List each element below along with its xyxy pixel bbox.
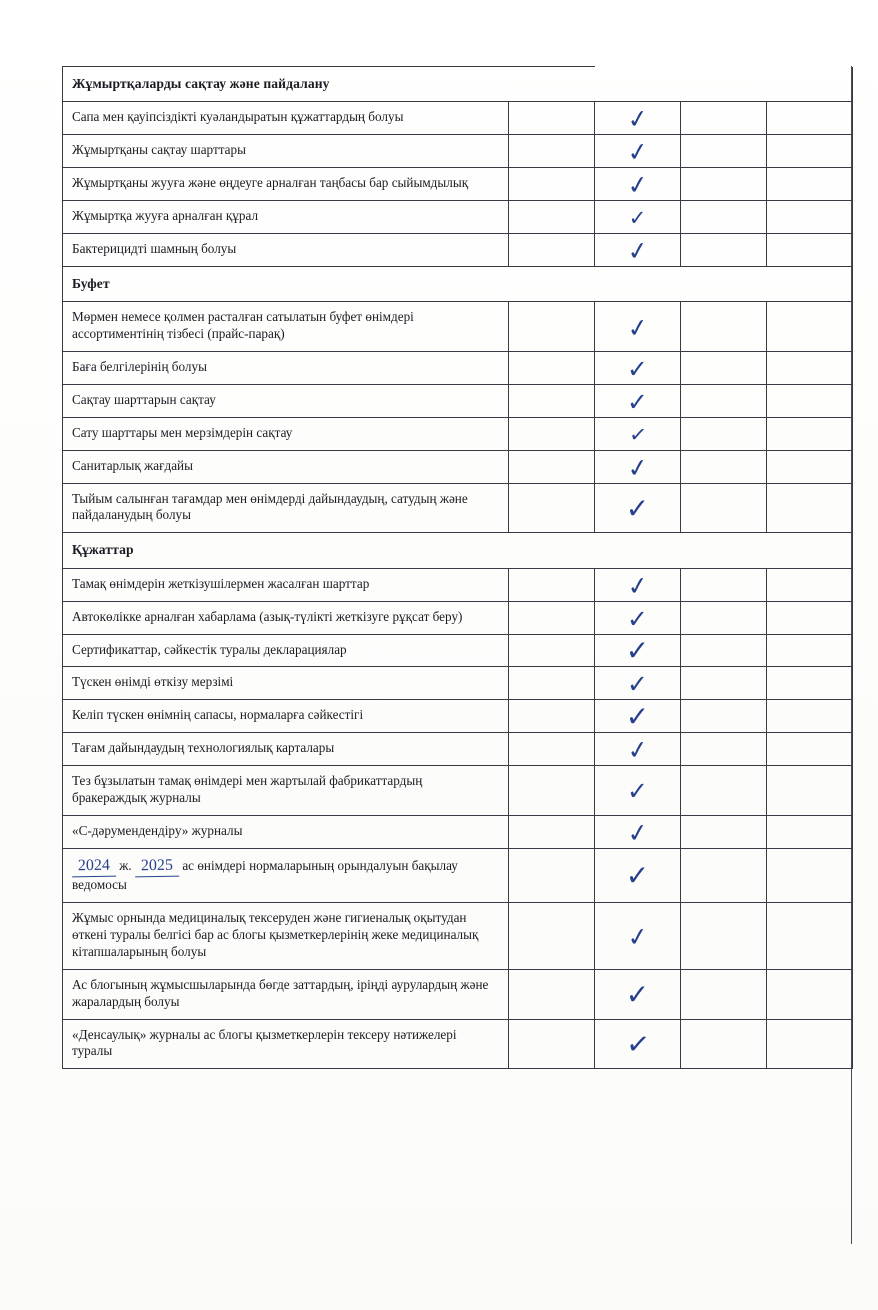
table-row: [63, 233, 853, 266]
mark-col-3[interactable]: [681, 384, 767, 417]
check-mark-icon: ✓: [625, 818, 650, 849]
row-label: Түскен өнімді өткізу мерзімі: [63, 667, 509, 700]
row-label: Автокөлікке арналған хабарлама (азық-түлікті жеткізуге рұқсат беру): [63, 601, 509, 634]
mark-col-3[interactable]: [681, 667, 767, 700]
table-row: [63, 733, 853, 766]
mark-col-4[interactable]: [767, 102, 853, 135]
table-row: [63, 302, 853, 352]
row-label: «Денсаулық» журналы ас блогы қызметкерлерін тексеру нәтижелері туралы: [63, 1019, 509, 1069]
section-heading-2: Буфет: [63, 266, 595, 301]
mark-col-2[interactable]: [595, 168, 681, 201]
check-mark-icon: ✓: [625, 571, 650, 602]
check-mark-icon: ✓: [625, 861, 650, 893]
row-label: Санитарлық жағдайы: [63, 450, 509, 483]
table-row: [63, 102, 853, 135]
mark-col-4[interactable]: [767, 733, 853, 766]
mark-col-2[interactable]: [595, 815, 681, 848]
check-mark-icon: ✓: [625, 702, 650, 734]
mark-col-1[interactable]: [509, 102, 595, 135]
mark-col-2[interactable]: [595, 568, 681, 601]
mark-col-2[interactable]: [595, 667, 681, 700]
row-label: Тамақ өнімдерін жеткізушілермен жасалған шарттар: [63, 568, 509, 601]
mark-col-2[interactable]: [595, 450, 681, 483]
mark-col-3[interactable]: [681, 417, 767, 450]
mark-col-2[interactable]: [595, 352, 681, 385]
table-row: [63, 766, 853, 816]
mark-col-3[interactable]: [681, 302, 767, 352]
mark-col-3[interactable]: [681, 815, 767, 848]
mark-col-3[interactable]: [681, 634, 767, 667]
section-heading-3-tail: [595, 533, 853, 568]
check-mark-icon: ✓: [624, 1028, 651, 1062]
handwritten-year-to[interactable]: 2025: [135, 855, 179, 877]
check-mark-icon: ✓: [627, 671, 648, 699]
mark-col-2[interactable]: [595, 601, 681, 634]
row-label-with-years: [63, 848, 509, 902]
mark-col-2[interactable]: [595, 233, 681, 266]
mark-col-1[interactable]: [509, 384, 595, 417]
mark-col-1[interactable]: [509, 352, 595, 385]
row-label: Ас блогының жұмысшыларында бөгде заттардың, іріңді аурулардың және жаралардың болуы: [63, 969, 509, 1019]
row-label: Жұмыртқаны сақтау шарттары: [63, 135, 509, 168]
mark-col-3[interactable]: [681, 352, 767, 385]
table-row: [63, 634, 853, 667]
mark-col-2[interactable]: [595, 634, 681, 667]
row-label: Бактерицидті шамның болуы: [63, 233, 509, 266]
mark-col-2[interactable]: [595, 1019, 681, 1069]
check-mark-icon: ✓: [628, 206, 647, 231]
mark-col-4[interactable]: [767, 766, 853, 816]
mark-col-4[interactable]: [767, 568, 853, 601]
table-row: [63, 450, 853, 483]
mark-col-3[interactable]: [681, 102, 767, 135]
year-separator: ж.: [119, 857, 132, 873]
mark-col-1[interactable]: [509, 903, 595, 970]
mark-col-4[interactable]: [767, 903, 853, 970]
mark-col-4[interactable]: [767, 384, 853, 417]
check-mark-icon: ✓: [627, 778, 648, 806]
check-mark-icon: ✓: [625, 923, 650, 953]
table-row: [63, 969, 853, 1019]
mark-col-4[interactable]: [767, 601, 853, 634]
check-mark-icon: ✓: [625, 736, 650, 766]
table-row: [63, 568, 853, 601]
row-label: Жұмыртқа жууға арналған құрал: [63, 201, 509, 234]
section-heading-1-tail: [595, 67, 853, 102]
check-mark-icon: ✓: [625, 636, 650, 668]
mark-col-3[interactable]: [681, 450, 767, 483]
table-row: [63, 815, 853, 848]
mark-col-1[interactable]: [509, 815, 595, 848]
mark-col-4[interactable]: [767, 233, 853, 266]
mark-col-1[interactable]: [509, 700, 595, 733]
row-label: Жұмыртқаны жууға және өңдеуге арналған таңбасы бар сыйымдылық: [63, 168, 509, 201]
mark-col-4[interactable]: [767, 667, 853, 700]
mark-col-3[interactable]: [681, 848, 767, 902]
mark-col-2[interactable]: [595, 700, 681, 733]
mark-col-2[interactable]: [595, 733, 681, 766]
mark-col-1[interactable]: [509, 417, 595, 450]
check-mark-icon: ✓: [625, 980, 650, 1012]
row-label: Келіп түскен өнімнің сапасы, нормаларға сәйкестігі: [63, 700, 509, 733]
table-row: [63, 168, 853, 201]
mark-col-2[interactable]: [595, 766, 681, 816]
checklist-sheet: [62, 66, 852, 1069]
check-mark-icon: ✓: [625, 453, 650, 484]
mark-col-2[interactable]: [595, 483, 681, 533]
mark-col-1[interactable]: [509, 302, 595, 352]
mark-col-4[interactable]: [767, 848, 853, 902]
mark-col-3[interactable]: [681, 969, 767, 1019]
mark-col-4[interactable]: [767, 700, 853, 733]
table-row: [63, 700, 853, 733]
row-label: Тез бұзылатын тамақ өнімдері мен жартылай фабрикаттардың бракераждық журналы: [63, 766, 509, 816]
mark-col-1[interactable]: [509, 766, 595, 816]
mark-col-4[interactable]: [767, 815, 853, 848]
mark-col-4[interactable]: [767, 302, 853, 352]
mark-col-1[interactable]: [509, 568, 595, 601]
row-label: Мөрмен немесе қолмен расталған сатылатын буфет өнімдері ассортиментінің тізбесі (прайс-парақ): [63, 302, 509, 352]
mark-col-3[interactable]: [681, 135, 767, 168]
mark-col-1[interactable]: [509, 201, 595, 234]
mark-col-2[interactable]: [595, 201, 681, 234]
table-row: [63, 903, 853, 970]
handwritten-year-from[interactable]: 2024: [72, 855, 116, 877]
check-mark-icon: ✓: [627, 389, 648, 417]
table-row: [63, 483, 853, 533]
row-label: Баға белгілерінің болуы: [63, 352, 509, 385]
section-heading-1: Жұмыртқаларды сақтау және пайдалану: [63, 67, 595, 102]
table-row-handwritten: [63, 848, 853, 902]
table-row: [63, 384, 853, 417]
mark-col-3[interactable]: [681, 201, 767, 234]
table-row: [63, 352, 853, 385]
mark-col-4[interactable]: [767, 168, 853, 201]
row-label: «С-дәрумендендіру» журналы: [63, 815, 509, 848]
mark-col-4[interactable]: [767, 483, 853, 533]
mark-col-4[interactable]: [767, 450, 853, 483]
mark-col-3[interactable]: [681, 483, 767, 533]
section-heading-row: [63, 266, 853, 301]
table-row: [63, 667, 853, 700]
mark-col-2[interactable]: [595, 903, 681, 970]
check-mark-icon: ✓: [625, 313, 650, 344]
mark-col-1[interactable]: [509, 233, 595, 266]
mark-col-1[interactable]: [509, 667, 595, 700]
mark-col-4[interactable]: [767, 201, 853, 234]
check-mark-icon: ✓: [625, 138, 650, 169]
check-mark-icon: ✓: [625, 237, 650, 267]
row-label: Тағам дайындаудың технологиялық карталары: [63, 733, 509, 766]
mark-col-1[interactable]: [509, 483, 595, 533]
check-mark-icon: ✓: [627, 606, 648, 634]
row-label: Сақтау шарттарын сақтау: [63, 384, 509, 417]
mark-col-3[interactable]: [681, 568, 767, 601]
section-heading-3: Құжаттар: [63, 533, 595, 568]
check-mark-icon: ✓: [627, 356, 648, 384]
check-mark-icon: ✓: [625, 105, 650, 136]
checklist-table: [62, 66, 853, 1069]
check-mark-icon: ✓: [625, 494, 650, 526]
mark-col-1[interactable]: [509, 969, 595, 1019]
mark-col-1[interactable]: [509, 135, 595, 168]
mark-col-3[interactable]: [681, 1019, 767, 1069]
mark-col-3[interactable]: [681, 700, 767, 733]
mark-col-4[interactable]: [767, 1019, 853, 1069]
row-label: Тыйым салынған тағамдар мен өнімдерді дайындаудың, сатудың және пайдаланудың болуы: [63, 483, 509, 533]
check-mark-icon: ✓: [627, 421, 648, 448]
table-row: [63, 201, 853, 234]
mark-col-1[interactable]: [509, 848, 595, 902]
mark-col-3[interactable]: [681, 903, 767, 970]
mark-col-2[interactable]: [595, 384, 681, 417]
mark-col-2[interactable]: [595, 848, 681, 902]
mark-col-1[interactable]: [509, 450, 595, 483]
row-label: Жұмыс орнында медициналық тексеруден және гигиеналық оқытудан өткені туралы белгісі бар ас блогы қызметкерлерінің жеке медициналық кітапшаларының болуы: [63, 903, 509, 970]
mark-col-1[interactable]: [509, 168, 595, 201]
table-row: [63, 417, 853, 450]
mark-col-1[interactable]: [509, 733, 595, 766]
mark-col-2[interactable]: [595, 135, 681, 168]
check-mark-icon: ✓: [625, 171, 650, 201]
row-label-text: ас өнімдері нормаларының орындалуын бақылау ведомосы: [72, 857, 458, 893]
mark-col-4[interactable]: [767, 135, 853, 168]
mark-col-3[interactable]: [681, 766, 767, 816]
mark-col-4[interactable]: [767, 969, 853, 1019]
table-row: [63, 1019, 853, 1069]
table-row: [63, 135, 853, 168]
mark-col-2[interactable]: [595, 302, 681, 352]
mark-col-3[interactable]: [681, 168, 767, 201]
mark-col-3[interactable]: [681, 601, 767, 634]
mark-col-4[interactable]: [767, 634, 853, 667]
mark-col-1[interactable]: [509, 601, 595, 634]
table-row: [63, 601, 853, 634]
mark-col-4[interactable]: [767, 417, 853, 450]
mark-col-2[interactable]: [595, 969, 681, 1019]
row-label: Сату шарттары мен мерзімдерін сақтау: [63, 417, 509, 450]
mark-col-3[interactable]: [681, 733, 767, 766]
mark-col-3[interactable]: [681, 233, 767, 266]
mark-col-1[interactable]: [509, 1019, 595, 1069]
section-heading-row: [63, 533, 853, 568]
section-heading-row: [63, 67, 853, 102]
row-label: Сертификаттар, сәйкестік туралы декларациялар: [63, 634, 509, 667]
mark-col-4[interactable]: [767, 352, 853, 385]
mark-col-1[interactable]: [509, 634, 595, 667]
mark-col-2[interactable]: [595, 417, 681, 450]
row-label: Сапа мен қауіпсіздікті куәландыратын құжаттардың болуы: [63, 102, 509, 135]
section-heading-2-tail: [595, 266, 853, 301]
mark-col-2[interactable]: [595, 102, 681, 135]
